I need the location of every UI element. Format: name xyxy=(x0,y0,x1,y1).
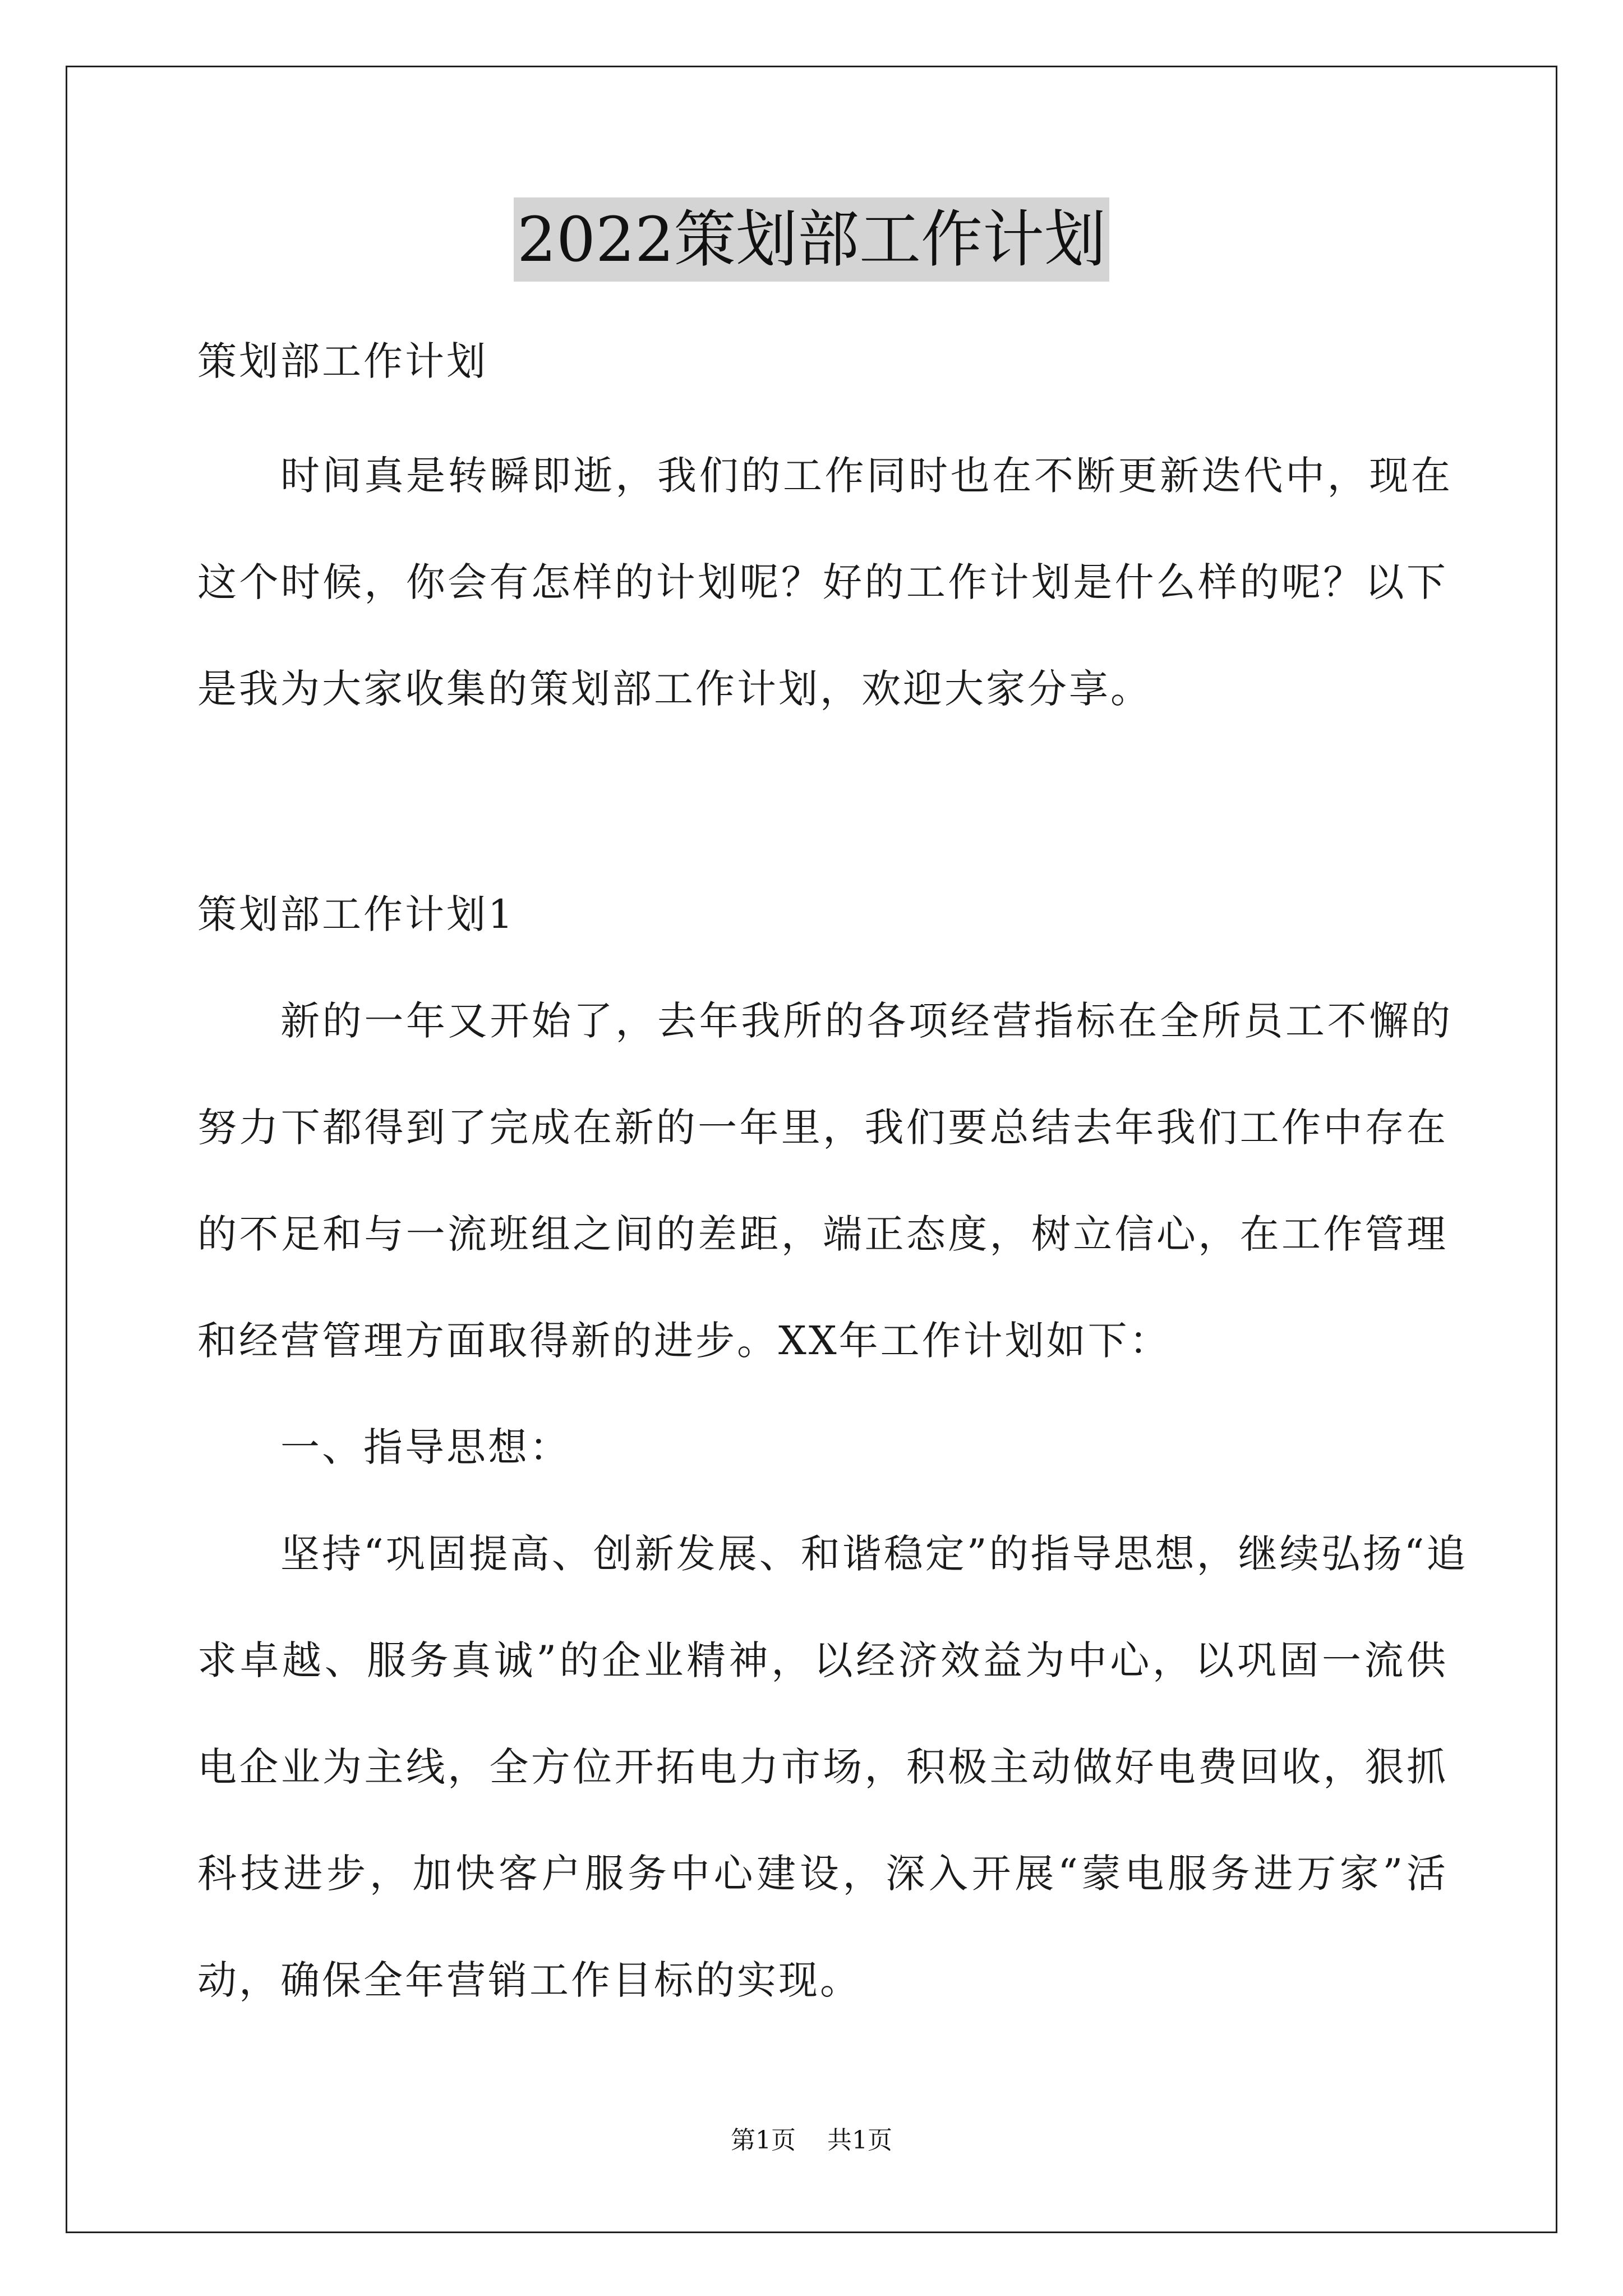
paragraph-line: 动，确保全年营销工作目标的实现。 xyxy=(197,1957,861,2003)
paragraph-line: 求卓越、服务真诚”的企业精神，以经济效益为中心，以巩固一流供 xyxy=(197,1637,1448,1683)
document-title-text: 2022策划部工作计划 xyxy=(514,197,1109,282)
section-heading: 策划部工作计划 xyxy=(197,338,488,384)
paragraph-line: 新的一年又开始了，去年我所的各项经营指标在全所员工不懈的 xyxy=(280,998,1453,1044)
paragraph-line: 时间真是转瞬即逝，我们的工作同时也在不断更新迭代中，现在 xyxy=(280,453,1453,499)
page-total: 共1页 xyxy=(827,2126,892,2155)
paragraph-line: 是我为大家收集的策划部工作计划，欢迎大家分享。 xyxy=(197,666,1152,712)
paragraph-line: 坚持“巩固提高、创新发展、和谐稳定”的指导思想，继续弘扬“追 xyxy=(280,1531,1468,1577)
paragraph-line: 科技进步，加快客户服务中心建设，深入开展“蒙电服务进万家”活 xyxy=(197,1851,1448,1897)
paragraph-line: 努力下都得到了完成在新的一年里，我们要总结去年我们工作中存在 xyxy=(197,1105,1448,1151)
document-title xyxy=(0,197,1623,300)
paragraph-line: 的不足和与一流班组之间的差距，端正态度，树立信心，在工作管理 xyxy=(197,1211,1448,1257)
section-heading: 策划部工作计划1 xyxy=(197,891,515,937)
subheading: 一、指导思想： xyxy=(280,1424,571,1470)
page-number: 第1页 xyxy=(731,2126,796,2155)
paragraph-line: 这个时候，你会有怎样的计划呢？好的工作计划是什么样的呢？以下 xyxy=(197,559,1448,605)
paragraph-line: 和经营管理方面取得新的进步。XX年工作计划如下： xyxy=(197,1318,1171,1364)
page-footer xyxy=(0,2124,1623,2157)
paragraph-line: 电企业为主线，全方位开拓电力市场，积极主动做好电费回收，狠抓 xyxy=(197,1744,1448,1790)
